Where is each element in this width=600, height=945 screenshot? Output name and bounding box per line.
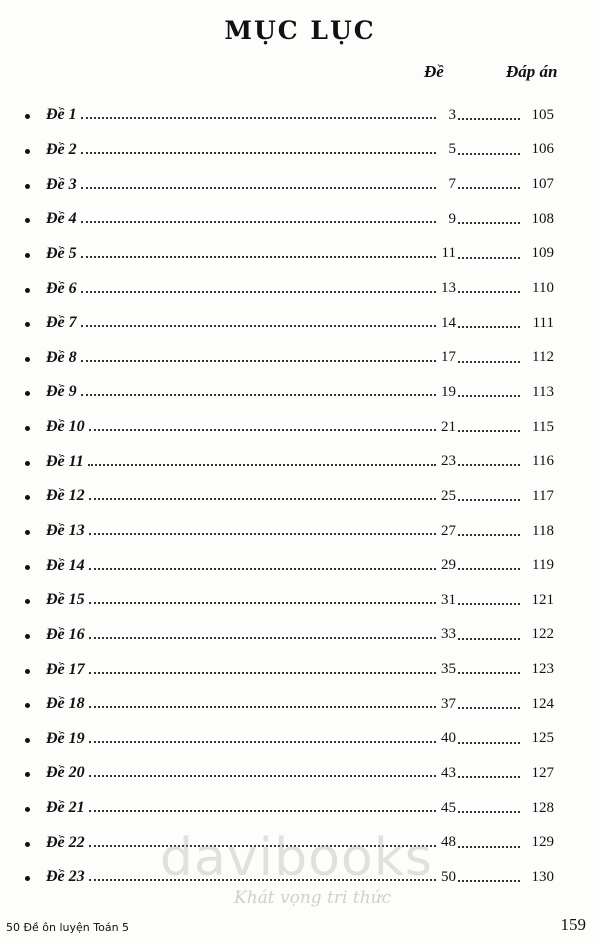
- toc-entry-answer-page: 105: [531, 106, 554, 123]
- toc-entry-label: Đề 23: [46, 868, 85, 886]
- toc-entry-answer-page: 106: [531, 141, 554, 158]
- toc-entry-page: 40: [441, 730, 456, 747]
- bullet-icon: [25, 114, 30, 119]
- toc-entry: [0, 306, 600, 341]
- toc-entry-label: Đề 9: [46, 383, 77, 401]
- toc-entry: [0, 722, 600, 757]
- toc-entry-answer-page: 130: [531, 868, 554, 885]
- toc-entry: [0, 583, 600, 618]
- dot-leader: [458, 118, 520, 120]
- toc-entry-answer-page: 123: [531, 661, 554, 678]
- toc-list: [0, 98, 600, 895]
- toc-entry-page: 48: [441, 834, 456, 851]
- dot-leader: [458, 776, 520, 778]
- toc-entry-answer-page: 128: [531, 799, 554, 816]
- bullet-icon: [25, 876, 30, 881]
- toc-entry-label: Đề 7: [46, 314, 77, 332]
- toc-entry-label: Đề 17: [46, 660, 85, 678]
- toc-entry-leader: [46, 487, 436, 505]
- dot-leader: [458, 361, 520, 363]
- toc-entry-leader: [46, 106, 436, 124]
- footer-page-number: 159: [560, 915, 586, 934]
- toc-entry-answer-page: 118: [532, 522, 554, 539]
- toc-entry-page: 7: [448, 176, 456, 193]
- toc-entry: [0, 410, 600, 445]
- toc-entry-answer-page: 119: [532, 557, 554, 574]
- toc-entry: [0, 756, 600, 791]
- toc-entry-label: Đề 21: [46, 799, 85, 817]
- toc-entry-answer-page: 112: [532, 349, 554, 366]
- dot-leader: [89, 498, 436, 500]
- dot-leader: [458, 638, 520, 640]
- toc-entry-leader: [46, 626, 436, 644]
- toc-entry: [0, 514, 600, 549]
- toc-entry-leader: [46, 591, 436, 609]
- dot-leader: [89, 533, 436, 535]
- bullet-icon: [25, 807, 30, 812]
- toc-entry-label: Đề 19: [46, 729, 85, 747]
- toc-entry: [0, 133, 600, 168]
- bullet-icon: [25, 495, 30, 500]
- toc-entry-answer-page: 110: [532, 280, 554, 297]
- toc-entry-page: 35: [441, 661, 456, 678]
- toc-entry-label: Đề 8: [46, 348, 77, 366]
- toc-entry-label: Đề 20: [46, 764, 85, 782]
- dot-leader: [89, 706, 436, 708]
- column-header-exercise: Đề: [424, 62, 444, 81]
- bullet-icon: [25, 669, 30, 674]
- toc-entry-leader: [46, 557, 436, 575]
- toc-entry-label: Đề 15: [46, 591, 85, 609]
- dot-leader: [458, 672, 520, 674]
- toc-entry: [0, 444, 600, 479]
- bullet-icon: [25, 391, 30, 396]
- bullet-icon: [25, 184, 30, 189]
- toc-entry-leader: [46, 453, 436, 471]
- dot-leader: [458, 153, 520, 155]
- bullet-icon: [25, 322, 30, 327]
- dot-leader: [81, 291, 436, 293]
- toc-entry-label: Đề 22: [46, 833, 85, 851]
- dot-leader: [458, 222, 520, 224]
- toc-entry-answer-page: 121: [531, 591, 554, 608]
- toc-entry: [0, 860, 600, 895]
- dot-leader: [81, 152, 436, 154]
- toc-entry-leader: [46, 176, 436, 194]
- dot-leader: [81, 325, 436, 327]
- dot-leader: [89, 429, 436, 431]
- toc-entry: [0, 652, 600, 687]
- toc-entry-page: 5: [448, 141, 456, 158]
- toc-entry-answer-page: 129: [531, 834, 554, 851]
- footer-book-title: 50 Đề ôn luyện Toán 5: [6, 921, 130, 934]
- bullet-icon: [25, 738, 30, 743]
- toc-entry-leader: [46, 868, 436, 886]
- bullet-icon: [25, 426, 30, 431]
- dot-leader: [89, 602, 436, 604]
- toc-entry-leader: [46, 210, 436, 228]
- toc-entry-page: 13: [441, 280, 456, 297]
- dot-leader: [458, 291, 520, 293]
- dot-leader: [89, 810, 436, 812]
- dot-leader: [458, 499, 520, 501]
- toc-entry-label: Đề 18: [46, 695, 85, 713]
- toc-entry-label: Đề 13: [46, 522, 85, 539]
- dot-leader: [458, 603, 520, 605]
- toc-entry-page: 19: [441, 383, 456, 400]
- toc-entry-answer-page: 109: [531, 245, 554, 262]
- dot-leader: [458, 430, 520, 432]
- toc-entry-leader: [46, 383, 436, 401]
- toc-entry: [0, 479, 600, 514]
- toc-entry-page: 3: [448, 106, 456, 123]
- toc-entry-leader: [46, 799, 436, 817]
- toc-entry: [0, 98, 600, 133]
- toc-entry-answer-page: 107: [531, 176, 554, 193]
- dot-leader: [81, 221, 436, 223]
- dot-leader: [89, 672, 436, 674]
- toc-entry-label: Đề 4: [46, 210, 77, 228]
- toc-entry-leader: [46, 418, 436, 436]
- toc-entry-answer-page: 111: [532, 314, 554, 331]
- toc-entry-leader: [46, 522, 436, 540]
- toc-entry: [0, 237, 600, 272]
- toc-entry-answer-page: 124: [531, 695, 554, 712]
- watermark-tagline: Khát vọng tri thức: [234, 888, 392, 908]
- bullet-icon: [25, 703, 30, 708]
- dot-leader: [81, 117, 436, 119]
- dot-leader: [81, 360, 436, 362]
- bullet-icon: [25, 461, 30, 466]
- bullet-icon: [25, 149, 30, 154]
- dot-leader: [458, 257, 520, 259]
- toc-entry-page: 21: [441, 418, 456, 435]
- dot-leader: [458, 568, 520, 570]
- toc-entry-page: 37: [441, 695, 456, 712]
- dot-leader: [81, 256, 436, 258]
- toc-entry: [0, 202, 600, 237]
- toc-entry-page: 50: [441, 868, 456, 885]
- dot-leader: [458, 846, 520, 848]
- toc-entry-answer-page: 115: [532, 418, 554, 435]
- toc-entry-page: 11: [441, 245, 456, 262]
- dot-leader: [458, 534, 520, 536]
- dot-leader: [458, 707, 520, 709]
- toc-entry: [0, 375, 600, 410]
- dot-leader: [458, 464, 520, 466]
- dot-leader: [88, 464, 436, 466]
- toc-entry-leader: [46, 661, 436, 679]
- bullet-icon: [25, 565, 30, 570]
- dot-leader: [458, 811, 520, 813]
- toc-entry-leader: [46, 349, 436, 367]
- bullet-icon: [25, 530, 30, 535]
- toc-entry-page: 45: [441, 799, 456, 816]
- bullet-icon: [25, 842, 30, 847]
- toc-entry-label: Đề 3: [46, 175, 77, 193]
- dot-leader: [458, 187, 520, 189]
- toc-entry-label: Đề 1: [46, 106, 77, 124]
- toc-entry: [0, 791, 600, 826]
- toc-entry: [0, 687, 600, 722]
- toc-entry-answer-page: 125: [531, 730, 554, 747]
- toc-entry-page: 23: [441, 453, 456, 470]
- dot-leader: [81, 394, 436, 396]
- toc-entry-page: 27: [441, 522, 456, 539]
- toc-entry-leader: [46, 141, 436, 159]
- dot-leader: [458, 326, 520, 328]
- dot-leader: [458, 880, 520, 882]
- toc-entry-page: 17: [441, 349, 456, 366]
- dot-leader: [89, 879, 436, 881]
- toc-entry-leader: [46, 834, 436, 852]
- toc-entry-label: Đề 10: [46, 418, 85, 436]
- toc-entry-page: 31: [441, 591, 456, 608]
- dot-leader: [458, 395, 520, 397]
- toc-entry-page: 29: [441, 557, 456, 574]
- bullet-icon: [25, 772, 30, 777]
- toc-entry: [0, 548, 600, 583]
- toc-entry: [0, 271, 600, 306]
- toc-entry-leader: [46, 764, 436, 782]
- toc-entry-label: Đề 5: [46, 244, 77, 262]
- toc-entry: [0, 825, 600, 860]
- toc-entry-label: Đề 2: [46, 140, 77, 158]
- bullet-icon: [25, 253, 30, 258]
- toc-entry-label: Đề 12: [46, 487, 85, 505]
- bullet-icon: [25, 218, 30, 223]
- toc-entry-answer-page: 108: [531, 210, 554, 227]
- dot-leader: [89, 741, 436, 743]
- dot-leader: [81, 187, 436, 189]
- bullet-icon: [25, 634, 30, 639]
- toc-entry-leader: [46, 245, 436, 263]
- bullet-icon: [25, 288, 30, 293]
- toc-entry-leader: [46, 730, 436, 748]
- bullet-icon: [25, 357, 30, 362]
- toc-entry-label: Đề 11: [46, 452, 84, 470]
- toc-entry-page: 43: [441, 764, 456, 781]
- toc-entry-answer-page: 127: [531, 764, 554, 781]
- toc-entry-answer-page: 117: [532, 487, 554, 504]
- column-header-answer: Đáp án: [506, 62, 558, 81]
- toc-entry: [0, 167, 600, 202]
- toc-entry-leader: [46, 695, 436, 713]
- dot-leader: [89, 637, 436, 639]
- dot-leader: [458, 742, 520, 744]
- toc-entry-page: 9: [448, 210, 456, 227]
- dot-leader: [89, 775, 436, 777]
- toc-entry-leader: [46, 314, 436, 332]
- toc-entry-leader: [46, 280, 436, 298]
- toc-entry: [0, 618, 600, 653]
- toc-entry-answer-page: 122: [531, 626, 554, 643]
- toc-entry-label: Đề 16: [46, 625, 85, 643]
- toc-entry-label: Đề 6: [46, 279, 77, 297]
- toc-entry-answer-page: 113: [532, 383, 554, 400]
- dot-leader: [89, 845, 436, 847]
- page-title: MỤC LỤC: [224, 16, 376, 45]
- bullet-icon: [25, 599, 30, 604]
- toc-entry-page: 14: [441, 314, 456, 331]
- toc-entry: [0, 340, 600, 375]
- toc-entry-page: 25: [441, 487, 456, 504]
- toc-entry-label: Đề 14: [46, 556, 85, 574]
- watermark-brand: davibooks: [160, 828, 433, 888]
- dot-leader: [89, 568, 436, 570]
- toc-entry-answer-page: 116: [532, 453, 554, 470]
- toc-entry-page: 33: [441, 626, 456, 643]
